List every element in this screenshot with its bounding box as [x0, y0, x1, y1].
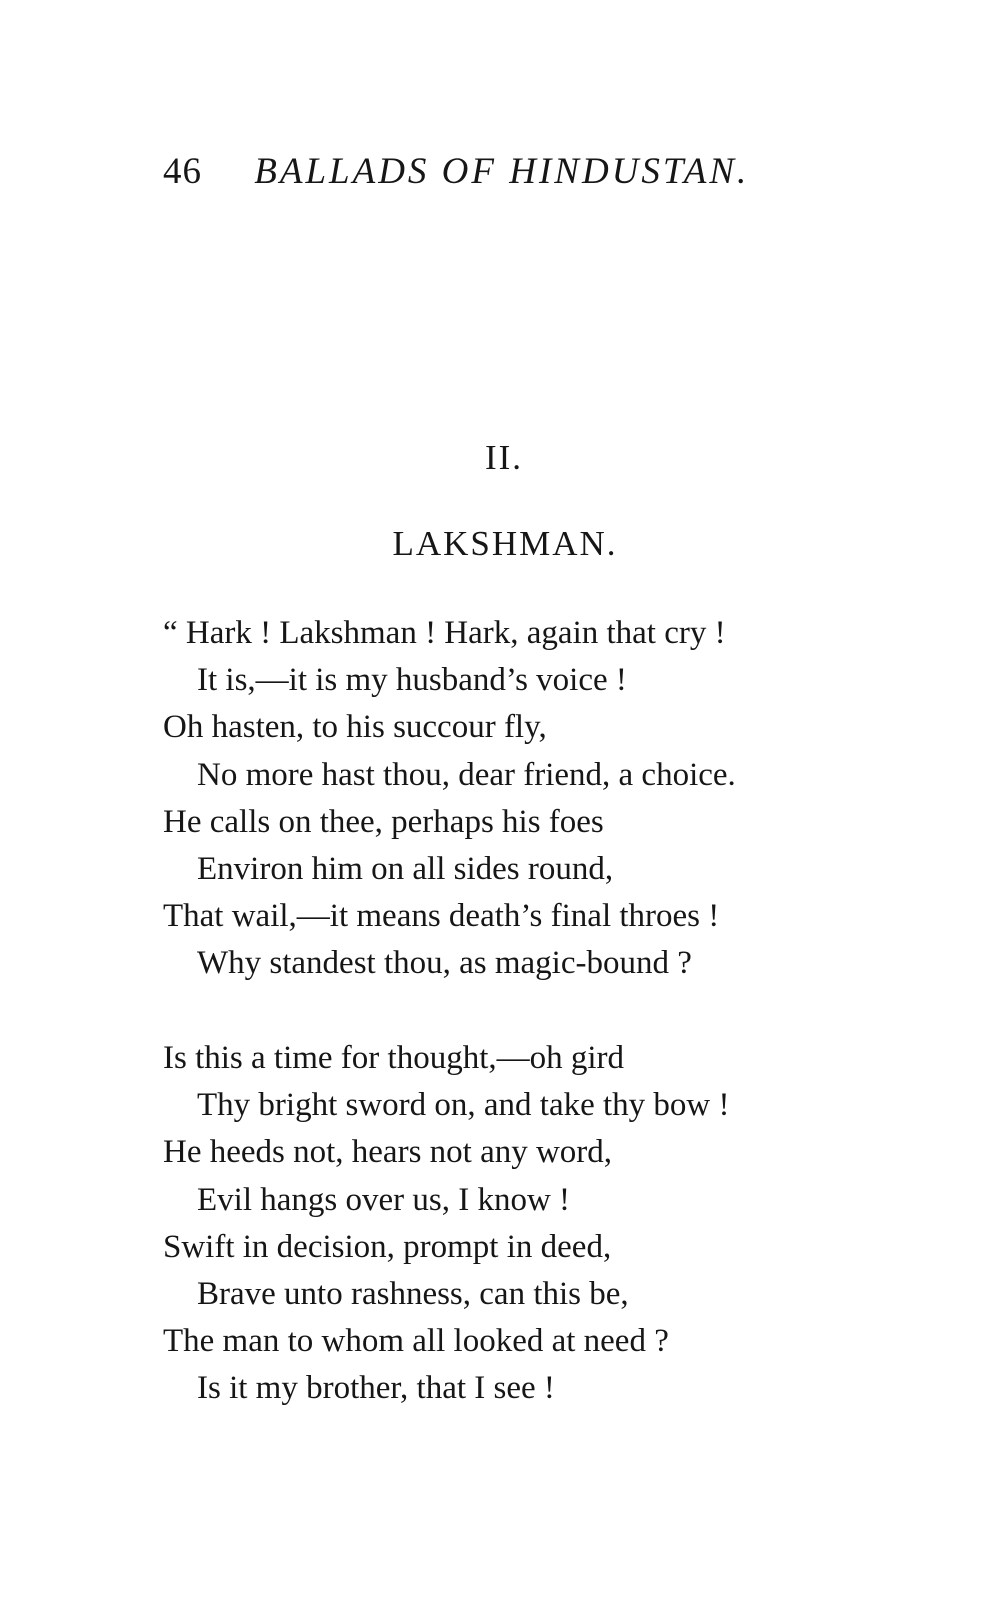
running-head — [163, 150, 749, 193]
stanza-2 — [163, 1035, 863, 1413]
verse-line: Is this a time for thought,—oh gird — [163, 1040, 625, 1076]
verse-line: Environ him on all sides round, — [197, 850, 614, 887]
verse-line: He heeds not, hears not any word, — [163, 1134, 613, 1171]
verse-line: It is,—it is my husband’s voice ! — [197, 662, 627, 699]
verse-line: Thy bright sword on, and take thy bow ! — [197, 1087, 730, 1124]
verse-line: Why standest thou, as magic-bound ? — [197, 945, 692, 982]
verse-line: Evil hangs over us, I know ! — [197, 1181, 571, 1218]
section-number: II. — [484, 438, 524, 477]
poem-title: LAKSHMAN. — [392, 524, 618, 563]
verse-line: No more hast thou, dear friend, a choice. — [197, 756, 736, 793]
stanza-1 — [163, 610, 863, 988]
verse-line: He calls on thee, perhaps his foes — [163, 803, 604, 840]
verse-line: That wail,—it means death’s final throes ! — [163, 898, 720, 935]
page-number: 46 — [163, 151, 202, 192]
verse-line: Brave unto rashness, can this be, — [197, 1275, 629, 1312]
verse-line: Swift in decision, prompt in deed, — [163, 1228, 612, 1265]
verse-line: Is it my brother, that I see ! — [197, 1370, 555, 1407]
book-title: BALLADS OF HINDUSTAN. — [254, 151, 750, 192]
verse-line: Oh hasten, to his succour fly, — [163, 709, 547, 746]
verse-line: “ Hark ! Lakshman ! Hark, again that cry ! — [163, 615, 726, 651]
verse-line: The man to whom all looked at need ? — [163, 1323, 669, 1360]
